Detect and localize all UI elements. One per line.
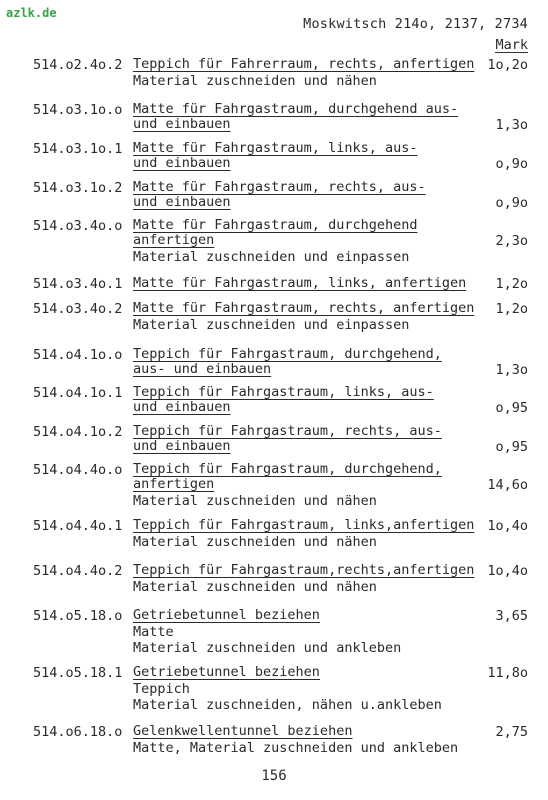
operation-title-line: und einbauen	[133, 194, 231, 210]
operation-title-line: anfertigen	[133, 476, 215, 492]
operation-code: 514.o4.1o.o	[33, 347, 123, 363]
operation-code: 514.o3.1o.1	[33, 141, 123, 157]
operation-title-line: Teppich für Fahrgastraum, durchgehend,	[133, 346, 442, 362]
operation-description	[133, 563, 473, 594]
operation-title-line: und einbauen	[133, 116, 231, 132]
operation-title-line: Matte für Fahrgastraum, durchgehend	[133, 217, 418, 233]
document-title: Moskwitsch 214o, 2137, 2734	[303, 16, 528, 32]
operation-title-line: Gelenkwellentunnel beziehen	[133, 723, 353, 739]
operation-detail-line: Matte, Material zuschneiden und ankleben	[133, 740, 459, 756]
operation-title-line: anfertigen	[133, 232, 215, 248]
operation-detail-line: Teppich	[133, 681, 190, 697]
operation-code: 514.o5.18.o	[33, 608, 123, 624]
operation-price: 14,6o	[487, 477, 528, 493]
operation-code: 514.o3.4o.2	[33, 301, 123, 317]
operation-code: 514.o3.4o.1	[33, 276, 123, 292]
operation-detail-line: Material zuschneiden und nähen	[133, 579, 377, 595]
operation-description	[133, 665, 473, 712]
operation-title-line: Teppich für Fahrgastraum, durchgehend,	[133, 461, 442, 477]
operation-price: o,95	[495, 439, 528, 455]
operation-title-line: Teppich für Fahrgastraum, links,anfertigen	[133, 517, 475, 533]
operation-code: 514.o4.1o.2	[33, 424, 123, 440]
operation-detail-line: Matte	[133, 624, 174, 640]
page-number: 156	[261, 768, 287, 784]
operation-title-line: Teppich für Fahrgastraum,rechts,anfertigen	[133, 562, 475, 578]
operation-code: 514.o5.18.1	[33, 665, 123, 681]
operation-detail-line: Material zuschneiden und einpassen	[133, 317, 410, 333]
operation-description	[133, 518, 473, 549]
operation-price: o,95	[495, 400, 528, 416]
operation-title-line: Matte für Fahrgastraum, links, aus-	[133, 140, 418, 156]
operation-title-line: und einbauen	[133, 399, 231, 415]
operation-description	[133, 276, 473, 291]
operation-code: 514.o4.4o.2	[33, 563, 123, 579]
operation-title-line: aus- und einbauen	[133, 361, 272, 377]
operation-detail-line: Material zuschneiden und nähen	[133, 493, 377, 509]
operation-title-line: Matte für Fahrgastraum, durchgehend aus-	[133, 101, 459, 117]
operation-price: o,9o	[495, 195, 528, 211]
operation-title-line: Getriebetunnel beziehen	[133, 607, 320, 623]
operation-price: 1o,2o	[487, 57, 528, 73]
operation-code: 514.o4.4o.o	[33, 462, 123, 478]
operation-price: 2,75	[495, 724, 528, 740]
operation-title-line: und einbauen	[133, 438, 231, 454]
operation-title-line: Matte für Fahrgastraum, rechts, anfertigen	[133, 300, 475, 316]
operation-title-line: Matte für Fahrgastraum, links, anfertigen	[133, 275, 467, 291]
operation-code: 514.o2.4o.2	[33, 57, 123, 73]
operation-title-line: Teppich für Fahrgastraum, links, aus-	[133, 384, 434, 400]
operation-description	[133, 301, 473, 332]
operation-description	[133, 424, 473, 454]
operation-detail-line: Material zuschneiden und nähen	[133, 73, 377, 89]
operation-code: 514.o4.4o.1	[33, 518, 123, 534]
operation-description	[133, 102, 473, 132]
operation-price: 1,2o	[495, 301, 528, 317]
operation-description	[133, 218, 473, 264]
operation-detail-line: Material zuschneiden und nähen	[133, 534, 377, 550]
operation-price: 1o,4o	[487, 563, 528, 579]
price-unit-header: Mark	[495, 37, 528, 53]
operation-price: 11,8o	[487, 665, 528, 681]
operation-description	[133, 57, 473, 88]
operation-code: 514.o3.1o.o	[33, 102, 123, 118]
operation-title-line: Teppich für Fahrerraum, rechts, anfertigen	[133, 56, 475, 72]
operation-title-line: Matte für Fahrgastraum, rechts, aus-	[133, 179, 426, 195]
operation-detail-line: Material zuschneiden, nähen u.ankleben	[133, 697, 442, 713]
operation-code: 514.o3.1o.2	[33, 180, 123, 196]
site-watermark: azlk.de	[6, 6, 57, 20]
operation-detail-line: Material zuschneiden und einpassen	[133, 249, 410, 265]
operation-description	[133, 608, 473, 655]
operation-code: 514.o4.1o.1	[33, 385, 123, 401]
operation-description	[133, 141, 473, 171]
operation-price: o,9o	[495, 156, 528, 172]
operation-description	[133, 180, 473, 210]
operation-code: 514.o3.4o.o	[33, 218, 123, 234]
operation-title-line: Getriebetunnel beziehen	[133, 664, 320, 680]
operation-code: 514.o6.18.o	[33, 724, 123, 740]
operation-description	[133, 385, 473, 415]
operation-detail-line: Material zuschneiden und ankleben	[133, 640, 402, 656]
operation-price: 1o,4o	[487, 518, 528, 534]
operation-price: 1,2o	[495, 276, 528, 292]
operation-price: 2,3o	[495, 233, 528, 249]
operation-price: 1,3o	[495, 117, 528, 133]
operation-price: 1,3o	[495, 362, 528, 378]
operation-description	[133, 462, 473, 508]
operation-description	[133, 347, 473, 377]
operation-description	[133, 724, 473, 755]
operation-title-line: Teppich für Fahrgastraum, rechts, aus-	[133, 423, 442, 439]
operation-price: 3,65	[495, 608, 528, 624]
operation-title-line: und einbauen	[133, 155, 231, 171]
